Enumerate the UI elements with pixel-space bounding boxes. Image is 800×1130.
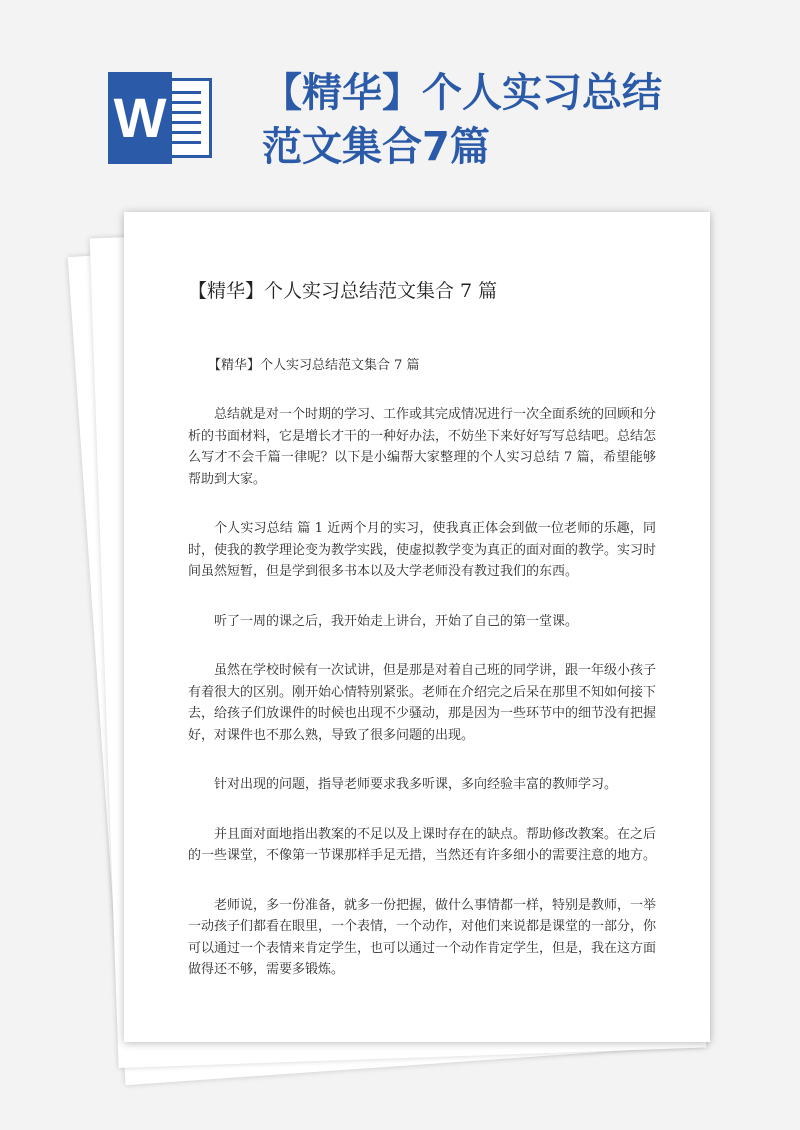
paragraph: 总结就是对一个时期的学习、工作或其完成情况进行一次全面系统的回顾和分析的书面材料，它是增长才干的一种好办法，不妨坐下来好好写写总结吧。总结怎么写才不会千篇一律呢？以下是小编帮大家整理的个人实习总结 7 篇，希望能够帮助到大家。 xyxy=(188,407,657,487)
preview-header xyxy=(0,0,800,200)
word-document-icon xyxy=(108,72,214,164)
paragraph: 个人实习总结 篇 1 近两个月的实习，使我真正体会到做一位老师的乐趣，同时，使我的教学理论变为教学实践，使虚拟教学变为真正的面对面的教学。实习时间虽然短暂，但是学到很多书本以及大学老师没有教过我们的东西。 xyxy=(188,521,657,579)
page-heading: 【精华】个人实习总结范文集合 7 篇 xyxy=(188,280,498,302)
document-page xyxy=(124,212,710,1042)
paragraph: 并且面对面地指出教案的不足以及上课时存在的缺点。帮助修改教案。在之后的一些课堂，不像第一节课那样手足无措，当然还有许多细小的需要注意的地方。 xyxy=(188,826,657,863)
paragraph: 老师说，多一份准备，就多一份把握，做什么事情都一样，特别是教师，一举一动孩子们都看在眼里，一个表情，一个动作，对他们来说都是课堂的一部分，你可以通过一个表情来肯定学生，也可以通过一个动作肯定学生，但是，我在这方面做得还不够，需要多锻炼。 xyxy=(188,897,657,977)
paragraph: 听了一周的课之后，我开始走上讲台，开始了自己的第一堂课。 xyxy=(214,613,579,629)
document-title: 【精华】个人实习总结范文集合7篇 xyxy=(262,70,662,170)
document-content xyxy=(188,278,656,1009)
paragraph: 针对出现的问题，指导老师要求我多听课，多向经验丰富的教师学习。 xyxy=(214,777,618,792)
paragraph: 虽然在学校时候有一次试讲，但是那是对着自己班的同学讲，跟一年级小孩子有着很大的区别。刚开始心情特别紧张。老师在介绍完之后呆在那里不知如何接下去，给孩子们放课件的时候也出现不少骚动，那是因为一些环节中的细节没有把握好，对课件也不那么熟，导致了很多问题的出现。 xyxy=(188,663,657,743)
word-letter: W xyxy=(108,72,172,164)
page-subheading: 【精华】个人实习总结范文集合 7 篇 xyxy=(208,358,420,373)
